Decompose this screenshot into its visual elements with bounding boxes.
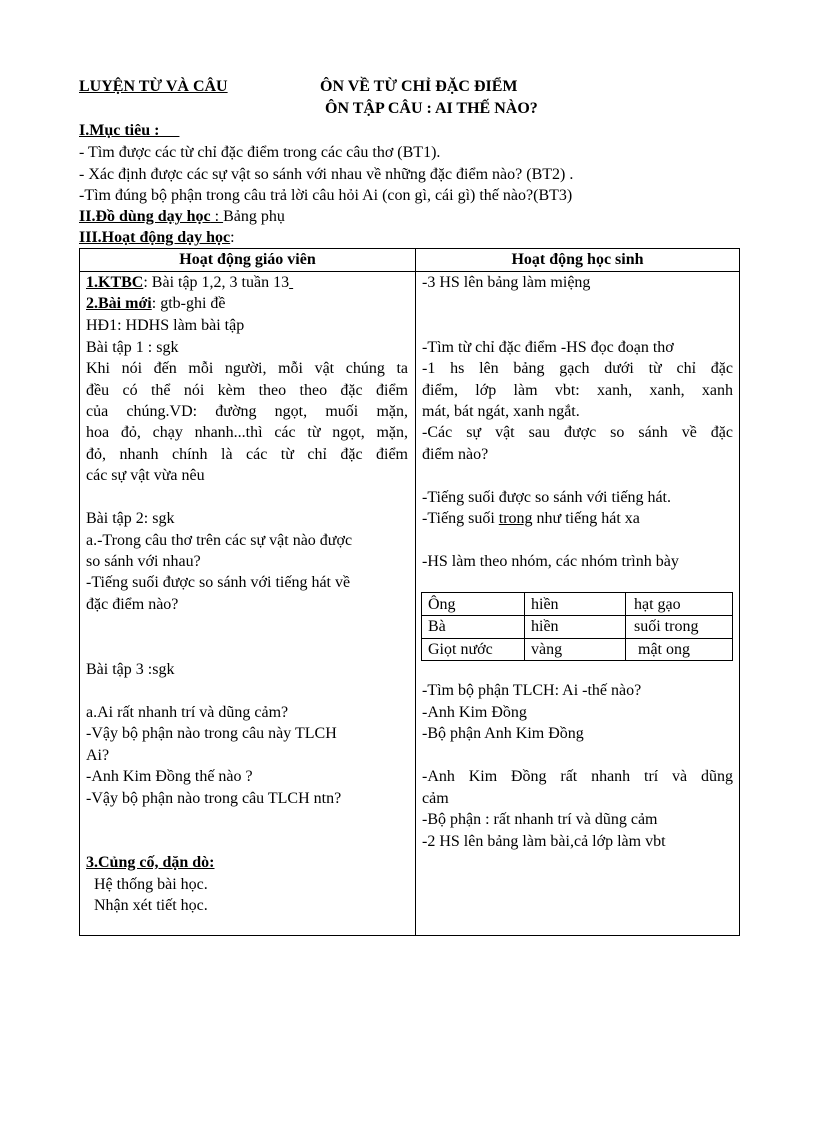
student-s3b: điểm, lớp làm vbt: xanh, xanh, xanh — [422, 382, 733, 399]
teacher-bt3-a: a.Ai rất nhanh trí và dũng cảm? — [86, 704, 289, 721]
subject-heading: LUYỆN TỪ VÀ CÂU — [79, 78, 228, 95]
table-cell: Ông — [428, 596, 456, 613]
teacher-bt3-d: -Anh Kim Đồng thế nào ? — [86, 768, 253, 785]
student-s9: -Anh Kim Đồng — [422, 704, 527, 721]
teacher-para-last: các sự vật vừa nêu — [86, 467, 205, 484]
teacher-bt3-e: -Vậy bộ phận nào trong câu TLCH ntn? — [86, 790, 342, 807]
teacher-bt2-c: -Tiếng suối được so sánh với tiếng hát về — [86, 574, 351, 591]
student-s11a: -Anh Kim Đồng rất nhanh trí và dũng — [422, 768, 733, 785]
student-s6: -Tiếng suối trong như tiếng hát xa — [422, 510, 640, 527]
student-s3c: mát, bát ngát, xanh ngắt. — [422, 403, 580, 420]
activities-heading: III.Hoạt động dạy học — [79, 229, 231, 246]
table-cell: vàng — [531, 641, 563, 658]
header-student: Hoạt động học sinh — [511, 251, 644, 268]
lesson-title-2: ÔN TẬP CÂU : AI THẾ NÀO? — [325, 100, 538, 117]
table-cell: Bà — [428, 618, 446, 635]
table-cell: hiền — [531, 596, 559, 613]
teacher-para-line: đều có thể nói kèm theo theo đặc điểm — [86, 382, 408, 399]
teacher-bt2-a: a.-Trong câu thơ trên các sự vật nào được — [86, 532, 353, 549]
teacher-bt3-b: -Vậy bộ phận nào trong câu này TLCH — [86, 725, 337, 742]
materials-heading: II.Đồ dùng dạy học — [79, 208, 211, 225]
student-s2: -Tìm từ chỉ đặc điểm -HS đọc đoạn thơ — [422, 339, 674, 356]
student-s3a: -1 hs lên bảng gạch dưới từ chỉ đặc — [422, 360, 733, 377]
student-s4b: điểm nào? — [422, 446, 489, 463]
student-s1: -3 HS lên bảng làm miệng — [422, 274, 591, 291]
objective-item: -Tìm đúng bộ phận trong câu trả lời câu hỏi Ai (con gì, cái gì) thế nào?(BT3) — [79, 187, 573, 204]
objective-item: - Tìm được các từ chỉ đặc điểm trong các câu thơ (BT1). — [79, 144, 441, 161]
column-divider — [415, 249, 416, 935]
teacher-para-line: Khi nói đến mỗi người, mỗi vật chúng ta — [86, 360, 408, 377]
objectives-heading-text: I.Mục tiêu : — [79, 122, 160, 139]
teacher-bt3: Bài tập 3 :sgk — [86, 661, 175, 678]
teacher-para-line: đỏ, nhanh chính là các từ chỉ đặc điểm — [86, 446, 408, 463]
teacher-bt2-b: so sánh với nhau? — [86, 553, 201, 570]
student-s8: -Tìm bộ phận TLCH: Ai -thế nào? — [422, 682, 642, 699]
teacher-hd1: HĐ1: HDHS làm bài tập — [86, 317, 245, 334]
activities-line: III.Hoạt động dạy học: — [79, 229, 235, 246]
materials-sep: : — [210, 208, 224, 225]
objectives-heading — [79, 122, 179, 140]
table-cell: hạt gạo — [634, 596, 681, 613]
teacher-closing-2: Nhận xét tiết học. — [94, 897, 208, 914]
objective-item: - Xác định được các sự vật so sánh với nhau về những đặc điểm nào? (BT2) . — [79, 166, 574, 183]
student-s13: -2 HS lên bảng làm bài,cả lớp làm vbt — [422, 833, 666, 850]
teacher-para-line: của chúng.VD: đường ngọt, muối mặn, — [86, 403, 408, 420]
teacher-bt1: Bài tập 1 : sgk — [86, 339, 179, 356]
student-s11b: cảm — [422, 790, 449, 807]
header-teacher: Hoạt động giáo viên — [179, 251, 316, 268]
student-s12: -Bộ phận : rất nhanh trí và dũng cảm — [422, 811, 658, 828]
teacher-bt2-d: đặc điểm nào? — [86, 596, 179, 613]
teacher-ktbc: 1.KTBC: Bài tập 1,2, 3 tuần 13 — [86, 274, 290, 291]
table-cell: suối trong — [634, 618, 699, 635]
teacher-new-lesson: 2.Bài mới: gtb-ghi đề — [86, 295, 226, 312]
table-cell: Giọt nước — [428, 641, 493, 658]
materials-value: Bảng phụ — [223, 208, 285, 225]
student-s10: -Bộ phận Anh Kim Đồng — [422, 725, 584, 742]
comparison-table — [421, 592, 733, 661]
teacher-bt3-c: Ai? — [86, 747, 110, 764]
teacher-bt2: Bài tập 2: sgk — [86, 510, 175, 527]
teacher-para-line: hoa đỏ, chạy nhanh...thì các từ ngọt, mặn, — [86, 424, 408, 441]
student-s7: -HS làm theo nhóm, các nhóm trình bày — [422, 553, 679, 570]
student-s5: -Tiếng suối được so sánh với tiếng hát. — [422, 489, 671, 506]
teacher-closing-1: Hệ thống bài học. — [94, 876, 208, 893]
table-cell: mật ong — [634, 641, 690, 658]
lesson-title-1: ÔN VỀ TỪ CHỈ ĐẶC ĐIỂM — [320, 78, 518, 95]
table-cell: hiền — [531, 618, 559, 635]
student-s4a: -Các sự vật sau được so sánh về đặc — [422, 424, 733, 441]
teacher-closing-heading: 3.Củng cố, dặn dò: — [86, 854, 215, 871]
materials-line — [79, 208, 285, 226]
